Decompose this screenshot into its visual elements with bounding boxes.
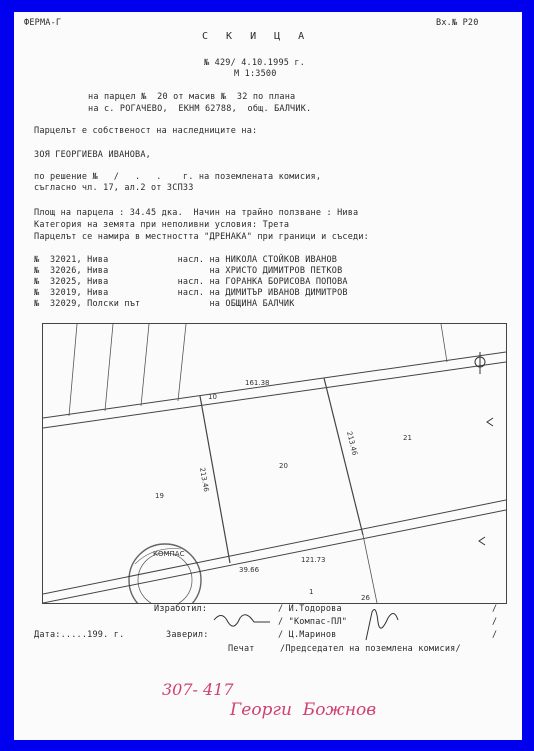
handwritten-name: Георги Божнов	[230, 700, 377, 720]
slash-mark: /	[492, 617, 498, 627]
signature-2	[366, 610, 398, 640]
dim-bottom-right: 121.73	[301, 556, 326, 564]
approved-label: Заверил:	[166, 630, 209, 640]
prepared-label: Изработил:	[154, 604, 208, 614]
decision-line: по решение № / . . г. на поземлената комисия,	[34, 172, 322, 182]
stamp-label: Печат	[228, 644, 255, 654]
parcel-label-left: 19	[155, 492, 164, 500]
strip-line	[69, 324, 77, 416]
company-name: / "Компас-ПЛ"	[278, 617, 348, 627]
parcel-map	[42, 323, 507, 604]
signature-1	[214, 615, 270, 626]
point-top: 10	[208, 393, 217, 401]
dim-top: 161.38	[245, 379, 270, 387]
neighbor-row: № 32025, Нива насл. на ГОРАНКА БОРИСОВА ПОПОВА	[34, 277, 348, 287]
road-line-upper	[43, 352, 506, 418]
south-extension	[363, 535, 377, 603]
owner-name: ЗОЯ ГЕОРГИЕВА ИВАНОВА,	[34, 150, 151, 160]
signature-scribbles	[204, 602, 424, 642]
stamp-text: КОМПАС	[153, 550, 185, 558]
neighbor-row: № 32019, Нива насл. на ДИМИТЪР ИВАНОВ ДИМИТРОВ	[34, 288, 348, 298]
law-reference: съгласно чл. 17, ал.2 от ЗСПЗЗ	[34, 183, 194, 193]
point-bottom: 1	[309, 588, 314, 596]
dim-right: 213.46	[345, 430, 359, 457]
strip-line	[141, 324, 149, 406]
parcel-line-2: на с. РОГАЧЕВО, ЕКНМ 62788, общ. БАЛЧИК.	[88, 104, 312, 114]
neighbor-row: № 32029, Полски път на ОБЩИНА БАЛЧИК	[34, 299, 295, 309]
bottom-road-upper	[43, 500, 506, 594]
bottom-road-lower	[43, 510, 506, 603]
handwritten-number: 307- 417	[162, 680, 234, 699]
slash-mark: /	[492, 604, 498, 614]
prepared-name: / И.Тодорова	[278, 604, 342, 614]
date-line: Дата:.....199. г.	[34, 630, 125, 640]
arrow-icon	[487, 418, 493, 426]
locality-line: Парцелът се намира в местността "ДРЕНАКА" при граници и съседи:	[34, 232, 369, 242]
category-line: Категория на земята при неполивни условия: Трета	[34, 220, 290, 230]
slash-mark: /	[492, 630, 498, 640]
dim-left: 213.46	[198, 466, 211, 493]
document-title: С К И Ц А	[202, 31, 311, 42]
form-code: ФЕРМА-Г	[24, 18, 62, 28]
parcel-east-boundary	[324, 378, 363, 535]
parcel-label-main: 20	[279, 462, 288, 470]
parcel-label-bottom: 26	[361, 594, 370, 602]
dim-bottom-left: 39.66	[239, 566, 260, 574]
area-line: Площ на парцела : 34.45 дка. Начин на трайно ползване : Нива	[34, 208, 359, 218]
road-line-lower	[43, 362, 506, 428]
document-sheet	[14, 12, 522, 740]
strip-line	[105, 324, 113, 411]
parcel-line-1: на парцел № 20 от масив № 32 по плана	[88, 92, 296, 102]
neighbor-row: № 32026, Нива на ХРИСТО ДИМИТРОВ ПЕТКОВ	[34, 266, 343, 276]
owner-intro: Парцелът е собственост на наследниците на:	[34, 126, 258, 136]
strip-line	[178, 324, 186, 401]
map-scale: М 1:3500	[234, 69, 277, 79]
neighbor-row: № 32021, Нива насл. на НИКОЛА СТОЙКОВ ИВАНОВ	[34, 255, 338, 265]
document-number-date: № 429/ 4.10.1995 г.	[204, 58, 306, 68]
arrow-icon	[479, 537, 485, 545]
parcel-map-drawing	[43, 324, 506, 603]
incoming-number: Вх.№ Р20	[436, 18, 479, 28]
approved-name: / Ц.Маринов	[278, 630, 337, 640]
parcel-label-right: 21	[403, 434, 412, 442]
strip-line	[441, 324, 447, 362]
chairman-line: /Председател на поземлена комисия/	[280, 644, 461, 654]
